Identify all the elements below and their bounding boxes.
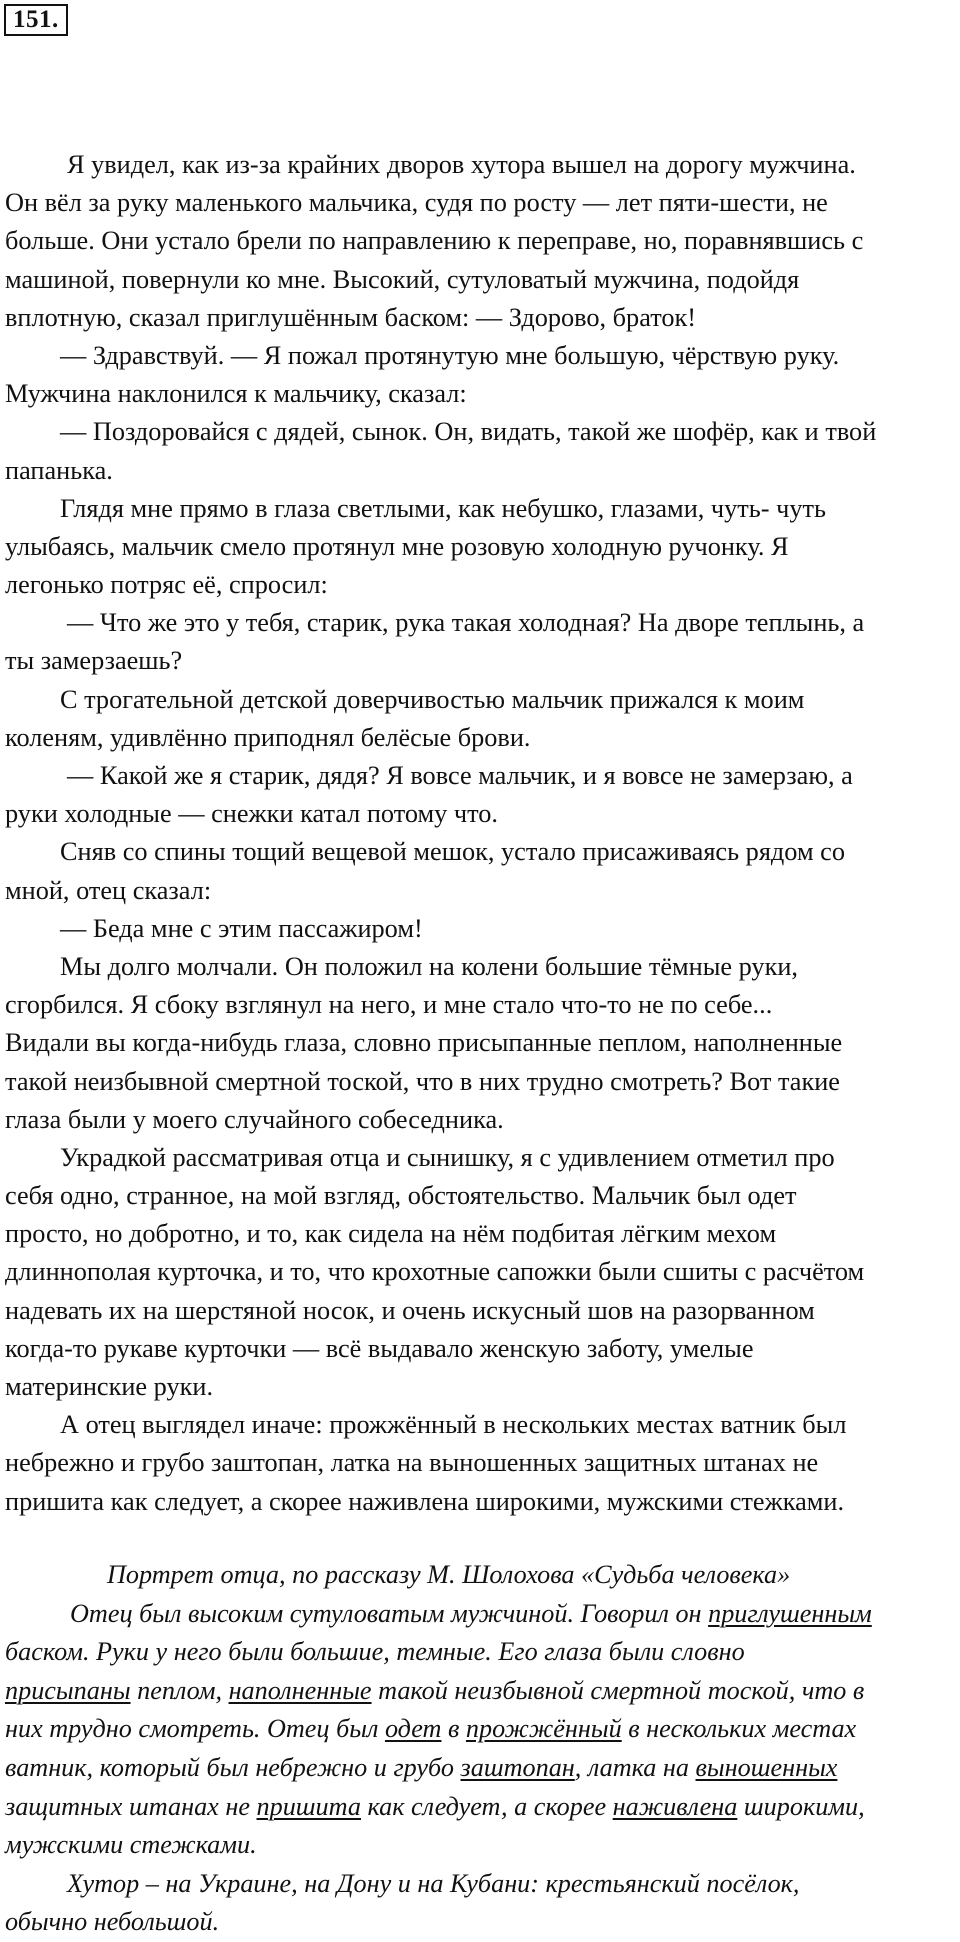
story-line: Украдкой рассматривая отца и сынишку, я с удивлением отметил про (60, 1142, 835, 1172)
analysis-line (5, 1788, 957, 1827)
analysis-line (5, 1595, 957, 1634)
underlined-word: пришита (256, 1791, 361, 1821)
analysis-fragment: в нескольких местах (621, 1714, 857, 1744)
analysis-line (5, 1672, 957, 1711)
story-line: глаза были у моего случайного собеседника. (5, 1104, 504, 1134)
story-line: С трогательной детской доверчивостью мальчик прижался к моим (60, 684, 805, 714)
story-line: больше. Они устало брели по направлению к переправе, но, поравнявшись с (5, 226, 864, 256)
story-line: А отец выглядел иначе: прожжённый в нескольких местах ватник был (60, 1410, 847, 1440)
story-line: Я увидел, как из-за крайних дворов хутора вышел на дорогу мужчина. (67, 150, 856, 179)
analysis-fragment: Портрет отца, по рассказу М. Шолохова «Судьба человека» (107, 1560, 791, 1589)
story-line: Он вёл за руку маленького мальчика, судя по росту — лет пяти-шести, не (5, 188, 828, 218)
story-line: — Какой же я старик, дядя? Я вовсе мальчик, и я вовсе не замерзаю, а (67, 761, 853, 790)
analysis-fragment: мужскими стежками. (5, 1830, 257, 1860)
underlined-word: прожжённый (465, 1714, 622, 1744)
analysis-fragment: баском. Руки у него были большие, темные. Его глаза были словно (5, 1637, 745, 1667)
analysis-line (5, 1903, 957, 1942)
story-line: — Беда мне с этим пассажиром! (60, 913, 423, 943)
story-line: папанька. (5, 455, 113, 485)
story-line: материнские руки. (5, 1372, 214, 1401)
story-line: руки холодные — снежки катал потому что. (5, 799, 498, 829)
story-line: легонько потряс её, спросил: (5, 570, 328, 600)
underlined-word: присыпаны (5, 1675, 131, 1705)
analysis-text (5, 1556, 957, 1942)
story-line: мной, отец сказал: (5, 875, 212, 905)
analysis-line (5, 1633, 957, 1672)
story-line: — Здравствуй. — Я пожал протянутую мне большую, чёрствую руку. (60, 340, 840, 370)
analysis-fragment: Хутор – на Украине, на Дону и на Кубани: крестьянский посёлок, (67, 1868, 800, 1898)
analysis-fragment: защитных штанах не (5, 1791, 257, 1821)
story-text (5, 146, 957, 1521)
story-line: просто, но добротно, и то, как сидела на нём подбитая лёгким мехом (5, 1219, 777, 1249)
story-line: надевать их на шерстяной носок, и очень искусный шов на разорванном (5, 1295, 815, 1325)
story-line: ты замерзаешь? (5, 646, 183, 676)
story-line: пришита как следует, а скорее наживлена широкими, мужскими стежками. (5, 1486, 845, 1516)
exercise-number: 151. (4, 4, 68, 36)
story-line: себя одно, странное, на мой взгляд, обстоятельство. Мальчик был одет (5, 1181, 797, 1211)
story-line: Глядя мне прямо в глаза светлыми, как небушко, глазами, чуть- чуть (60, 493, 826, 523)
analysis-fragment: как следует, а скорее (360, 1791, 613, 1821)
analysis-line (5, 1826, 957, 1865)
underlined-word: заштопан (460, 1752, 575, 1782)
story-line: улыбаясь, мальчик смело протянул мне розовую холодную ручонку. Я (5, 531, 789, 561)
analysis-fragment: в (441, 1714, 466, 1744)
story-line: вплотную, сказал приглушённым баском: — Здорово, браток! (5, 302, 697, 332)
story-line: когда-то рукаве курточки — всё выдавало женскую заботу, умелые (5, 1333, 754, 1363)
underlined-word: наживлена (612, 1791, 738, 1821)
story-line: такой неизбывной смертной тоской, что в них трудно смотреть? Вот такие (5, 1066, 840, 1096)
story-line: длиннополая курточка, и то, что крохотные сапожки были сшиты с расчётом (5, 1257, 865, 1287)
analysis-fragment: Отец был высоким сутуловатым мужчиной. Говорил он (70, 1598, 709, 1628)
underlined-word: наполненные (228, 1675, 372, 1705)
underlined-word: выношенных (695, 1752, 838, 1782)
story-line: сгорбился. Я сбоку взглянул на него, и мне стало что-то не по себе... (5, 990, 773, 1020)
analysis-line (5, 1865, 957, 1904)
story-line: — Поздоровайся с дядей, сынок. Он, видать, такой же шофёр, как и твой (60, 417, 877, 447)
analysis-fragment: такой неизбывной смертной тоской, что в (371, 1675, 865, 1705)
analysis-fragment: них трудно смотреть. Отец был (5, 1714, 385, 1744)
story-line: небрежно и грубо заштопан, латка на выношенных защитных штанах не (5, 1448, 819, 1478)
analysis-line (5, 1749, 957, 1788)
analysis-fragment: обычно небольшой. (5, 1907, 220, 1937)
story-line: Сняв со спины тощий вещевой мешок, устало присаживаясь рядом со (60, 837, 845, 867)
story-line: — Что же это у тебя, старик, рука такая холодная? На дворе теплынь, а (67, 608, 865, 638)
story-line: коленям, удивлённо приподнял белёсые брови. (5, 722, 531, 752)
story-line: Мы долго молчали. Он положил на колени большие тёмные руки, (60, 951, 798, 981)
analysis-fragment: пеплом, (130, 1675, 229, 1705)
underlined-word: одет (384, 1714, 442, 1744)
story-line: машиной, повернули ко мне. Высокий, сутуловатый мужчина, подойдя (5, 264, 800, 294)
analysis-fragment: , латка на (574, 1752, 696, 1782)
story-line: Мужчина наклонился к мальчику, сказал: (5, 379, 467, 409)
analysis-line (5, 1710, 957, 1749)
analysis-fragment: ватник, который был небрежно и грубо (5, 1752, 461, 1782)
story-line: Видали вы когда-нибудь глаза, словно присыпанные пеплом, наполненные (5, 1028, 843, 1058)
underlined-word: приглушенным (708, 1598, 872, 1628)
analysis-title (5, 1556, 957, 1595)
analysis-fragment: широкими, (737, 1791, 865, 1821)
